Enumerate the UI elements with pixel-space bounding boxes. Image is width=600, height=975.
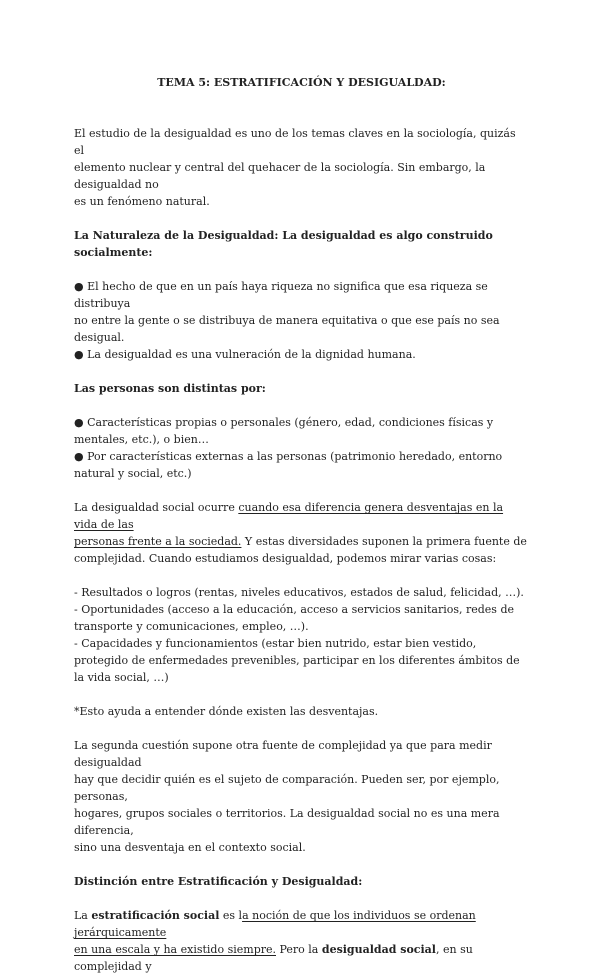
underlined-text: personas frente a la sociedad.	[74, 535, 242, 548]
text-run: es l	[219, 909, 243, 922]
intro-paragraph	[74, 125, 529, 210]
heading-naturaleza: La Naturaleza de la Desigualdad: La desigualdad es algo construido socialmente:	[74, 229, 493, 259]
list-item: ● Por características externas a las personas (patrimonio heredado, entorno	[74, 450, 503, 463]
bold-term: desigualdad social	[321, 943, 436, 956]
list-item-continuation: no entre la gente o se distribuya de manera equitativa o que ese país no sea	[74, 314, 500, 327]
text-run: La	[74, 909, 92, 922]
list-item: - Oportunidades (acceso a la educación, acceso a servicios sanitarios, redes de	[74, 603, 514, 616]
underlined-text: en una escala y ha existido siempre.	[74, 943, 276, 956]
list-item-continuation: transporte y comunicaciones, empleo, …).	[74, 620, 309, 633]
heading-distincion: Distinción entre Estratificación y Desigualdad:	[74, 875, 363, 888]
list-item-continuation: desigual.	[74, 331, 125, 344]
note: *Esto ayuda a entender dónde existen las desventajas.	[74, 705, 379, 718]
paragraph-line: sino una desventaja en el contexto social.	[74, 841, 306, 854]
paragraph-estratificacion	[74, 907, 529, 975]
paragraph-line: complejidad. Cuando estudiamos desigualdad, podemos mirar varias cosas:	[74, 552, 497, 565]
bullet-list-naturaleza	[74, 278, 529, 363]
page-title: TEMA 5: ESTRATIFICACIÓN Y DESIGUALDAD:	[157, 76, 446, 89]
document-body	[74, 74, 529, 975]
paragraph-line	[74, 907, 529, 941]
text-run: La desigualdad social ocurre	[74, 501, 239, 514]
paragraph-line	[74, 941, 529, 975]
text-run: Y estas diversidades suponen la primera fuente de	[241, 535, 527, 548]
paragraph-desigualdad-social	[74, 499, 529, 567]
list-item: ● Características propias o personales (género, edad, condiciones físicas y	[74, 416, 494, 429]
list-item-continuation: natural y social, etc.)	[74, 467, 192, 480]
paragraph-segunda-cuestion	[74, 737, 529, 856]
list-item: ● La desigualdad es una vulneración de la dignidad humana.	[74, 348, 416, 361]
underlined-text: cuando esa diferencia genera desventajas en la vida de las	[74, 501, 504, 531]
list-item: - Capacidades y funcionamientos (estar bien nutrido, estar bien vestido,	[74, 637, 477, 650]
paragraph-line: La segunda cuestión supone otra fuente de complejidad ya que para medir desigualdad	[74, 739, 492, 769]
list-item-continuation: protegido de enfermedades prevenibles, participar en los diferentes ámbitos de	[74, 654, 520, 667]
paragraph-line: hay que decidir quién es el sujeto de comparación. Pueden ser, por ejemplo, personas,	[74, 773, 500, 803]
underlined-text: a noción de que los individuos se ordenan jerárquicamente	[74, 909, 476, 939]
bold-term: estratificación social	[91, 909, 220, 922]
text-run: Pero la	[276, 943, 322, 956]
intro-line: elemento nuclear y central del quehacer de la sociología. Sin embargo, la desigualdad no	[74, 161, 486, 191]
dash-list	[74, 584, 529, 686]
text-run: , en su complejidad y	[74, 943, 473, 973]
paragraph-line	[74, 533, 529, 550]
list-item-continuation: la vida social, …)	[74, 671, 169, 684]
heading-personas: Las personas son distintas por:	[74, 382, 266, 395]
paragraph-line: hogares, grupos sociales o territorios. La desigualdad social no es una mera diferencia,	[74, 807, 500, 837]
list-item-continuation: mentales, etc.), o bien…	[74, 433, 209, 446]
paragraph-line	[74, 499, 529, 533]
bullet-list-personas	[74, 414, 529, 482]
list-item: ● El hecho de que en un país haya riqueza no significa que esa riqueza se distribuya	[74, 280, 488, 310]
list-item: - Resultados o logros (rentas, niveles educativos, estados de salud, felicidad, …).	[74, 586, 524, 599]
intro-line: El estudio de la desigualdad es uno de los temas claves en la sociología, quizás el	[74, 127, 516, 157]
intro-line: es un fenómeno natural.	[74, 195, 210, 208]
